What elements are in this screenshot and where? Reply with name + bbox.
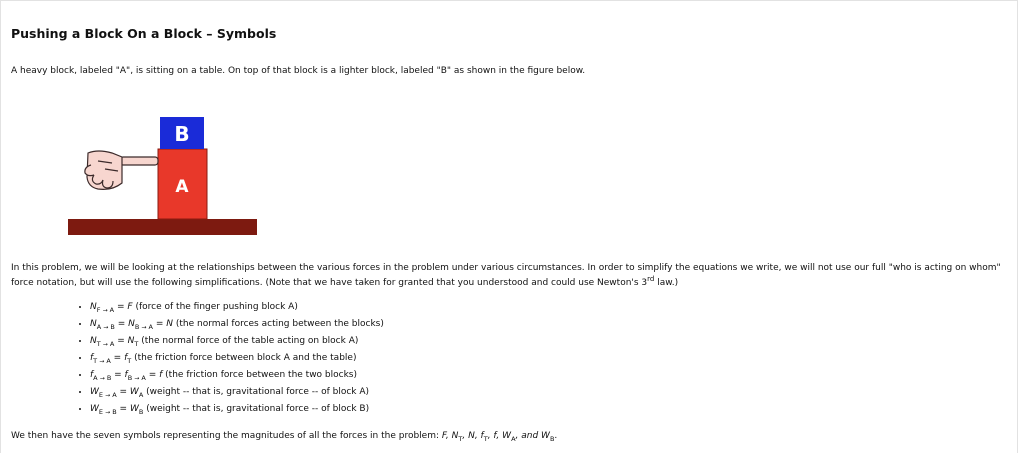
list-item: • $N_{T \to A} = N_T$ (the normal force of the table acting on block A) bbox=[90, 333, 384, 350]
explanation-paragraph: In this problem, we will be looking at the relationships between the various forces in the problem under various circumstances. In order to simplify the equations we write, we will not use our full "who is acting on whom" force notation, but will use the following simplifications. (Note that we have taken for granted that you understood and could use Newton's 3rd law.) bbox=[11, 263, 1001, 288]
intro-text: A heavy block, labeled "A", is sitting on a table. On top of that block is a lighter block, labeled "B" as shown in the figure below. bbox=[11, 66, 586, 76]
page-title: Pushing a Block On a Block – Symbols bbox=[11, 26, 277, 41]
block-a-label: A bbox=[175, 177, 189, 197]
closing-sentence: We then have the seven symbols representing the magnitudes of all the forces in the problem: F, $N_T$, N, $f_T$, f, $W_A$, and $W_B$. bbox=[11, 431, 558, 443]
block-b-label: B bbox=[174, 122, 190, 146]
simplification-list bbox=[75, 299, 384, 418]
list-item: • $W_{E \to A} = W_A$ (weight -- that is, gravitational force -- of block A) bbox=[90, 384, 384, 401]
list-item: • $N_{A \to B} = N_{B \to A} = N$ (the normal forces acting between the blocks) bbox=[90, 316, 384, 333]
list-item: • $f_{A \to B} = f_{B \to A} = f$ (the friction force between the two blocks) bbox=[90, 367, 384, 384]
list-item: • $W_{E \to B} = W_B$ (weight -- that is, gravitational force -- of block B) bbox=[90, 401, 384, 418]
table bbox=[68, 219, 257, 235]
list-item: • $N_{F \to A} = F$ (force of the finger pushing block A) bbox=[90, 299, 384, 316]
block-figure bbox=[68, 117, 257, 237]
list-item: • $f_{T \to A} = f_T$ (the friction force between block A and the table) bbox=[90, 350, 384, 367]
pointing-hand-icon bbox=[85, 151, 158, 189]
